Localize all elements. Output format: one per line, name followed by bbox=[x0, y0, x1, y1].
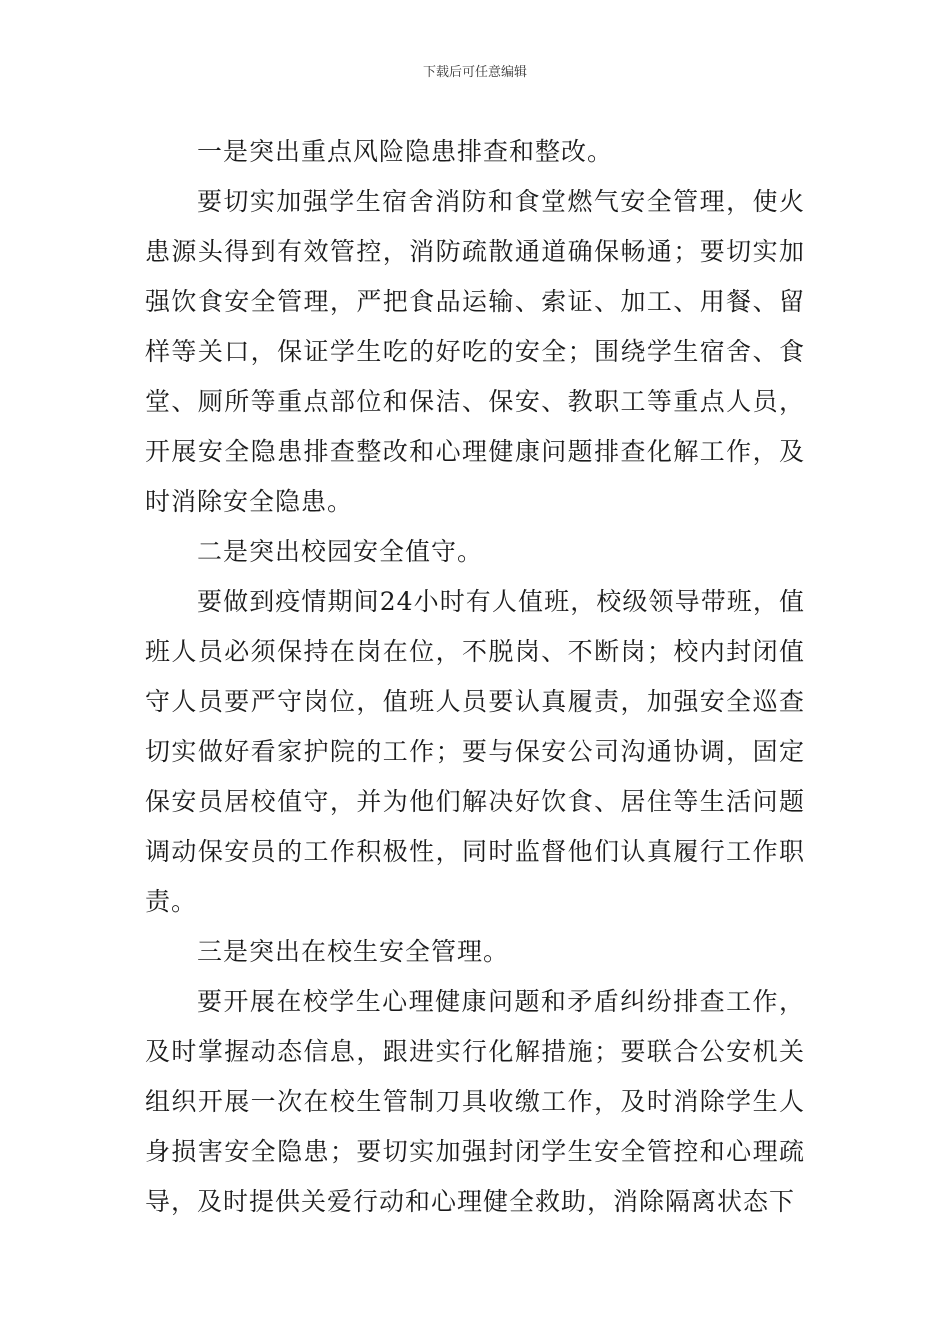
document-body bbox=[145, 127, 805, 1227]
page-header: 下载后可任意编辑 bbox=[422, 65, 527, 80]
body-paragraph-2: 要做到疫情期间24小时有人值班，校级领导带班，值班人员必须保持在岗在位，不脱岗、不断岗；校内封闭值守人员要严守岗位，值班人员要认真履责，加强安全巡查切实做好看家护院的工作；要与保安公司沟通协调，固定保安员居校值守，并为他们解决好饮食、居住等生活问题调动保安员的工作积极性，同时监督他们认真履行工作职责。 bbox=[145, 587, 805, 916]
section-heading-2: 二是突出校园安全值守。 bbox=[197, 537, 484, 566]
body-paragraph-3: 要开展在校学生心理健康问题和矛盾纠纷排查工作，及时掌握动态信息，跟进实行化解措施；要联合公安机关组织开展一次在校生管制刀具收缴工作，及时消除学生人身损害安全隐患；要切实加强封闭学生安全管控和心理疏导，及时提供关爱行动和心理健全救助，消除隔离状态下 bbox=[145, 987, 805, 1216]
body-paragraph-1: 要切实加强学生宿舍消防和食堂燃气安全管理，使火患源头得到有效管控，消防疏散通道确保畅通；要切实加强饮食安全管理，严把食品运输、索证、加工、用餐、留样等关口，保证学生吃的好吃的安全；围绕学生宿舍、食堂、厕所等重点部位和保洁、保安、教职工等重点人员，开展安全隐患排查整改和心理健康问题排查化解工作，及时消除安全隐患。 bbox=[145, 187, 805, 516]
section-heading-3: 三是突出在校生安全管理。 bbox=[197, 937, 510, 966]
section-heading-1: 一是突出重点风险隐患排查和整改。 bbox=[197, 137, 614, 166]
